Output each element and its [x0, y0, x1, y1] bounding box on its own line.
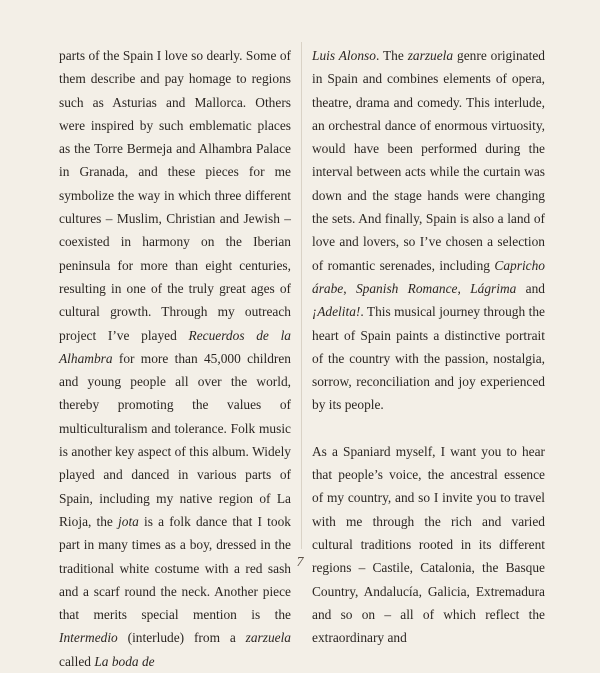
text-run: ,	[457, 280, 471, 296]
page-number: 7	[296, 555, 304, 570]
text-run: . This musical journey through the heart of Spain paints a distinctive portrait of the country with the passion, nostalgia, sorrow, reconciliation and joy experienced by its people.	[312, 304, 545, 413]
text-run: . The	[375, 48, 408, 63]
italic-text-run: Spanish Romance	[355, 280, 458, 296]
text-run: and	[516, 280, 545, 296]
italic-text-run: Intermedio	[59, 630, 118, 646]
italic-text-run: jota	[118, 513, 139, 529]
italic-text-run: Luis Alonso	[312, 48, 376, 63]
italic-text-run: Recuerdos de la Alhambra	[59, 327, 291, 366]
right-paragraph-1	[312, 44, 545, 417]
column-divider	[301, 42, 302, 549]
italic-text-run: La boda de	[94, 653, 155, 669]
text-run: genre originated in Spain and combines elements of opera, theatre, drama and comedy. This interlude, an orchestral dance of enormous virtuosity, would have been performed during the interval between acts while the curtain was down and the stage hands were changing the sets. And finally, Spain is also a land of love and lovers, so I’ve chosen a selection of romantic serenades, including	[312, 48, 545, 273]
text-run: ,	[343, 280, 356, 296]
text-run: called	[59, 653, 95, 669]
text-run: As a Spaniard myself, I want you to hear that people’s voice, the ancestral essence of my country, and so I invite you to travel with me through the rich and varied cultural traditions rooted in its different regions – Castile, Catalonia, the Basque Country, Andalucía, Galicia, Extremadura and so on – all of which reflect the extraordinary and	[312, 443, 545, 646]
text-run: (interlude) from a	[117, 630, 246, 646]
left-paragraph	[59, 44, 291, 673]
text-run: is a folk dance that I took part in many times as a boy, dressed in the traditional white costume with a red sash and a scarf round the neck. Another piece that merits special mention is the	[59, 513, 291, 623]
italic-text-run: Lágrima	[470, 280, 517, 296]
italic-text-run: zarzuela	[407, 48, 454, 63]
text-run: parts of the Spain I love so dearly. Some of them describe and pay homage to regions such as Asturias and Mallorca. Others were inspired by such emblematic places as the Torre Bermeja and Alhambra Palace in Granada, and these pieces for me symbolize the way in which three different cultures – Muslim, Christian and Jewish – coexisted in harmony on the Iberian peninsula for more than eight centuries, resulting in one of the truly great ages of cultural growth. Through my outreach project I’ve played	[59, 48, 291, 343]
text-run: for more than 45,000 children and young people all over the world, thereby promoting the values of multiculturalism and tolerance. Folk music is another key aspect of this album. Widely played and danced in various parts of Spain, including my native region of La Rioja, the	[59, 350, 291, 529]
italic-text-run: ¡Adelita!	[312, 304, 361, 320]
paragraph-gap	[312, 417, 545, 440]
italic-text-run: zarzuela	[245, 630, 291, 646]
left-column	[59, 44, 291, 673]
italic-text-run: Capricho árabe	[312, 257, 545, 296]
right-paragraph-2	[312, 440, 545, 650]
